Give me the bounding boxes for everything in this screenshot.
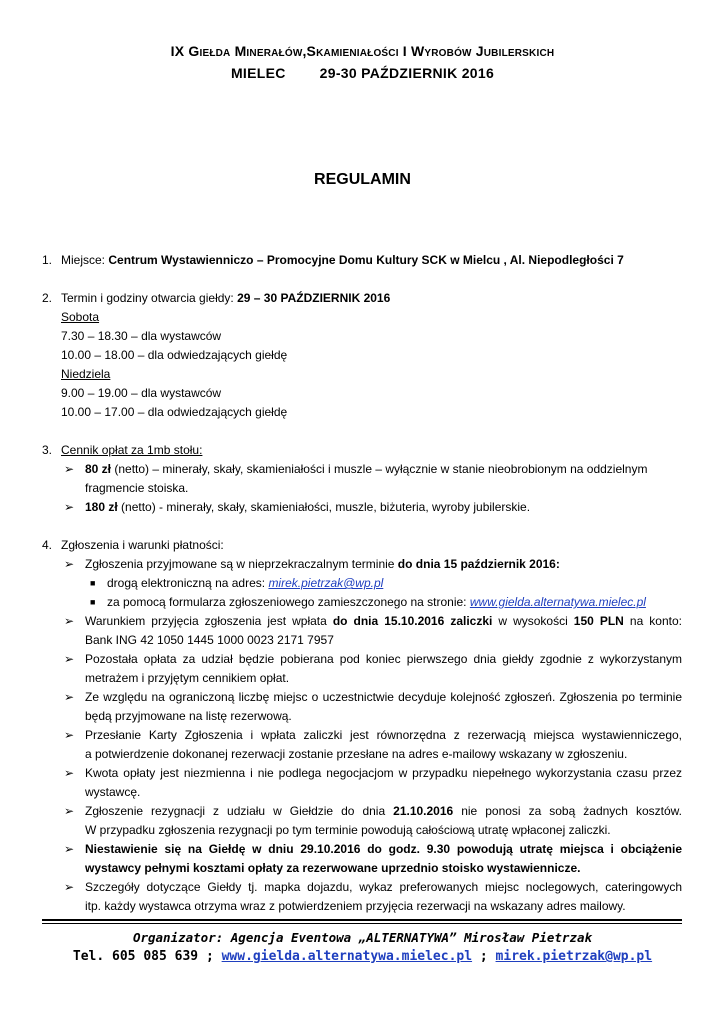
header-dates: 29-30 PAŹDZIERNIK 2016: [319, 65, 495, 81]
deposit-condition: [85, 612, 682, 632]
section-number: 4.: [42, 538, 53, 552]
saturday-heading: Sobota: [61, 310, 100, 324]
price-value: 180 zł: [85, 500, 118, 514]
arrow-bullet-icon: ➢: [64, 842, 75, 856]
cancellation-date: 21.10.2016: [393, 804, 454, 818]
section-label: Miejsce:: [61, 253, 106, 267]
section-4-label: Zgłoszenia i warunki płatności:: [61, 538, 224, 552]
arrow-bullet-icon: ➢: [64, 462, 75, 476]
arrow-bullet-icon: ➢: [64, 690, 75, 704]
sunday-exhibitors-hours: 9.00 – 19.00 – dla wystawców: [61, 386, 222, 400]
page-title: REGULAMIN: [314, 171, 411, 188]
details-line1: Szczegóły dotyczące Giełdy tj. mapka dojazdu, wykaz preferowanych miejsc noclegowych, cateringowych: [85, 880, 682, 894]
reservation-line1: Przesłanie Karty Zgłoszenia i wpłata zaliczki jest równorzędna z rezerwacją miejsca wystawienniczego,: [85, 728, 682, 742]
deadline: do dnia 15 październik 2016:: [397, 557, 560, 571]
text: Zgłoszenie rezygnacji z udziału w Giełdzie do dnia: [85, 804, 394, 818]
text: na konto:: [623, 614, 682, 628]
text: Zgłoszenia przyjmowane są w nieprzekraczalnym terminie: [85, 557, 398, 571]
price-item-2: [85, 498, 530, 518]
remaining-fee-line2: metrażem i przyjętym cennikiem opłat.: [85, 671, 290, 685]
arrow-bullet-icon: ➢: [64, 804, 75, 818]
details-line2: itp. każdy wystawca otrzyma wraz z potwierdzeniem przyjęcia rezerwacji na wskazany adres mailowy.: [85, 899, 626, 913]
square-bullet-icon: ■: [90, 578, 96, 588]
registration-deadline: [85, 555, 560, 575]
arrow-bullet-icon: ➢: [64, 766, 75, 780]
footer-contact: [0, 949, 725, 964]
footer-organizer: Organizator: Agencja Eventowa „ALTERNATYWA” Mirosław Pietrzak: [132, 930, 593, 945]
deposit-deadline: do dnia 15.10.2016 zaliczki: [332, 614, 493, 628]
saturday-visitors-hours: 10.00 – 18.00 – dla odwiedzających giełdę: [61, 348, 288, 362]
no-show-line1: Niestawienie się na Giełdę w dniu 29.10.2016 do godz. 9.30 powodują utratę miejsca i obciążenie: [85, 842, 682, 856]
footer-divider: [42, 919, 682, 921]
section-2-dates: [61, 289, 390, 309]
footer-separator: ;: [472, 949, 496, 964]
price-value: 80 zł: [85, 462, 112, 476]
footer-email-link[interactable]: mirek.pietrzak@wp.pl: [495, 949, 653, 964]
section-number: 2.: [42, 291, 53, 305]
email-option: [107, 574, 383, 594]
bank-account: Bank ING 42 1050 1445 1000 0023 2171 7957: [85, 633, 334, 647]
price-item-1-cont: fragmencie stoiska.: [85, 481, 189, 495]
limited-places-line1: Ze względu na ograniczoną liczbę miejsc o uczestnictwie decyduje kolejność zgłoszeń. Zgłoszenia po terminie: [85, 690, 682, 704]
event-dates: 29 – 30 PAŹDZIERNIK 2016: [237, 291, 391, 305]
form-option: [107, 593, 646, 613]
section-3-label: Cennik opłat za 1mb stołu:: [61, 443, 203, 457]
arrow-bullet-icon: ➢: [64, 880, 75, 894]
footer-website-link[interactable]: www.gielda.alternatywa.mielec.pl: [221, 949, 473, 964]
price-desc: (netto) - minerały, skały, skamieniałości, muszle, biżuteria, wyroby jubilerskie.: [117, 500, 531, 514]
footer-phone: Tel. 605 085 639 ;: [72, 949, 222, 964]
text: nie ponosi za sobą żadnych kosztów.: [453, 804, 682, 818]
sunday-heading: Niedziela: [61, 367, 111, 381]
website-link[interactable]: www.gielda.alternatywa.mielec.pl: [469, 595, 646, 609]
header-title: IX Giełda Minerałów,Skamieniałości I Wyrobów Jubilerskich: [170, 43, 555, 59]
header-subtitle: [0, 65, 725, 81]
arrow-bullet-icon: ➢: [64, 614, 75, 628]
arrow-bullet-icon: ➢: [64, 652, 75, 666]
sunday-visitors-hours: 10.00 – 17.00 – dla odwiedzających giełdę: [61, 405, 288, 419]
text: Warunkiem przyjęcia zgłoszenia jest wpłata: [85, 614, 333, 628]
section-label: Termin i godziny otwarcia giełdy:: [61, 291, 234, 305]
reservation-line2: a potwierdzenie dokonanej rezerwacji zostanie przesłane na adres e-mailowy wskazany w zgłoszeniu.: [85, 747, 628, 761]
remaining-fee-line1: Pozostała opłata za udział będzie pobierana pod koniec pierwszego dnia giełdy zgodnie z wykorzystanym: [85, 652, 682, 666]
cancellation-line2: W przypadku zgłoszenia rezygnacji po tym terminie powodują całościową utratę wpłaconej zaliczki.: [85, 823, 611, 837]
cancellation-line1: [85, 802, 682, 822]
square-bullet-icon: ■: [90, 597, 96, 607]
arrow-bullet-icon: ➢: [64, 500, 75, 514]
arrow-bullet-icon: ➢: [64, 557, 75, 571]
price-desc: (netto) – minerały, skały, skamieniałości i muszle – wyłącznie w stanie nieobrobionym na oddzielnym: [111, 462, 648, 476]
text: za pomocą formularza zgłoszeniowego zamieszczonego na stronie:: [107, 595, 470, 609]
section-number: 1.: [42, 253, 53, 267]
fee-fixed-line1: Kwota opłaty jest niezmienna i nie podlega negocjacjom w przypadku niepełnego wykorzystania czasu przez: [85, 766, 682, 780]
fee-fixed-line2: wystawcę.: [85, 785, 141, 799]
section-number: 3.: [42, 443, 53, 457]
email-link[interactable]: mirek.pietrzak@wp.pl: [268, 576, 384, 590]
saturday-exhibitors-hours: 7.30 – 18.30 – dla wystawców: [61, 329, 222, 343]
price-item-1: [85, 460, 647, 480]
no-show-line2: wystawcy pełnymi kosztami opłaty za rezerwowane uprzednio stoisko wystawiennicze.: [85, 861, 581, 875]
header-city: MIELEC: [230, 65, 286, 81]
arrow-bullet-icon: ➢: [64, 728, 75, 742]
text: drogą elektroniczną na adres:: [107, 576, 269, 590]
limited-places-line2: będą przyjmowane na listę rezerwową.: [85, 709, 292, 723]
section-1-place: [61, 251, 624, 271]
text: w wysokości: [492, 614, 574, 628]
venue-name: Centrum Wystawienniczo – Promocyjne Domu Kultury SCK w Mielcu , Al. Niepodległości 7: [108, 253, 624, 267]
deposit-amount: 150 PLN: [573, 614, 624, 628]
footer-divider: [42, 923, 682, 924]
